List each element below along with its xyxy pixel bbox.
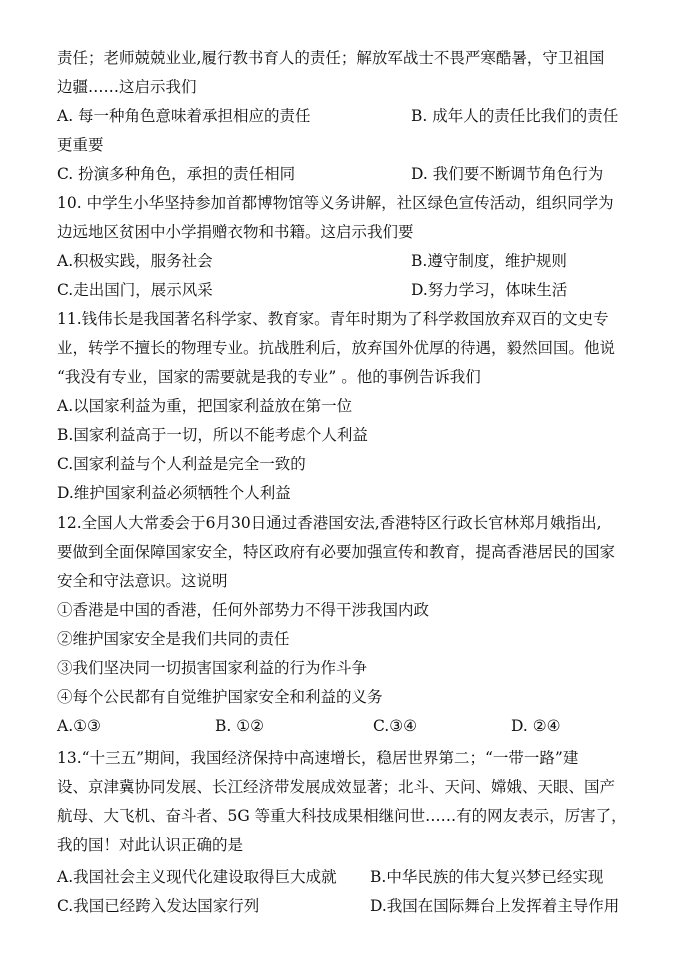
q13-option-b: B.中华民族的伟大复兴梦已经实现 [370, 868, 604, 886]
q11-stem-line-1: 11.钱伟长是我国著名科学家、教育家。青年时期为了科学救国放弃双百的文史专 [57, 310, 609, 328]
intro-line-2: 边疆……这启示我们 [57, 78, 197, 96]
q13-stem-line-1: 13.“十三五”期间，我国经济保持中高速增长，稳居世界第二；“一带一路”建 [57, 749, 579, 767]
q9-option-b-continued: 更重要 [57, 136, 104, 154]
q12-statement-1: ①香港是中国的香港，任何外部势力不得干涉我国内政 [57, 601, 430, 619]
q13-stem-line-2: 设、京津冀协同发展、长江经济带发展成效显著；北斗、天问、嫦娥、天眼、国产 [57, 778, 616, 796]
q13-option-a: A.我国社会主义现代化建设取得巨大成就 [57, 868, 337, 886]
q10-option-a: A.积极实践，服务社会 [57, 252, 213, 270]
q11-stem-line-2: 业，转学不擅长的物理专业。抗战胜利后，放弃国外优厚的待遇，毅然回国。他说 [57, 339, 616, 357]
q9-option-d: D. 我们要不断调节角色行为 [411, 165, 604, 183]
q12-stem-line-2: 要做到全面保障国家安全，特区政府有必要加强宣传和教育，提高香港居民的国家 [57, 543, 616, 561]
q11-option-a: A.以国家利益为重，把国家利益放在第一位 [57, 397, 353, 415]
q12-stem-line-1: 12.全国人大常委会于6月30日通过香港国安法,香港特区行政长官林郑月娥指出, [57, 514, 602, 532]
q13-option-d: D.我国在国际舞台上发挥着主导作用 [370, 897, 620, 915]
q9-option-b: B. 成年人的责任比我们的责任 [411, 107, 619, 125]
q13-stem-line-3: 航母、大飞机、奋斗者、5G 等重大科技成果相继问世……有的网友表示，厉害了， [57, 807, 627, 825]
q12-option-a: A.①③ [57, 717, 101, 735]
q10-option-c: C.走出国门，展示风采 [57, 281, 213, 299]
q11-option-d: D.维护国家利益必须牺牲个人利益 [57, 484, 291, 502]
q10-option-b: B.遵守制度，维护规则 [411, 252, 567, 270]
q11-stem-line-3: “我没有专业，国家的需要就是我的专业” 。他的事例告诉我们 [57, 368, 481, 386]
q11-option-c: C.国家利益与个人利益是完全一致的 [57, 455, 306, 473]
q12-stem-line-3: 安全和守法意识。这说明 [57, 572, 228, 590]
q10-stem-line-2: 边远地区贫困中小学捐赠衣物和书籍。这启示我们要 [57, 223, 414, 241]
q9-option-c: C. 扮演多种角色，承担的责任相同 [57, 165, 296, 183]
intro-line-1: 责任；老师兢兢业业,履行教书育人的责任；解放军战士不畏严寒酷暑，守卫祖国 [57, 49, 605, 67]
q13-stem-line-4: 我的国！对此认识正确的是 [57, 836, 244, 854]
q12-option-d: D. ②④ [511, 717, 561, 735]
q10-stem-line-1: 10. 中学生小华坚持参加首都博物馆等义务讲解，社区绿色宣传活动，组织同学为 [57, 194, 614, 212]
q12-statement-4: ④每个公民都有自觉维护国家安全和利益的义务 [57, 688, 383, 706]
q13-option-c: C.我国已经跨入发达国家行列 [57, 897, 260, 915]
q10-option-d: D.努力学习，体味生活 [411, 281, 568, 299]
q9-option-a: A. 每一种角色意味着承担相应的责任 [57, 107, 311, 125]
q12-option-b: B. ①② [215, 717, 265, 735]
q12-statement-3: ③我们坚决同一切损害国家利益的行为作斗争 [57, 659, 368, 677]
q12-statement-2: ②维护国家安全是我们共同的责任 [57, 630, 290, 648]
q11-option-b: B.国家利益高于一切，所以不能考虑个人利益 [57, 426, 368, 444]
q12-option-c: C.③④ [373, 717, 418, 735]
